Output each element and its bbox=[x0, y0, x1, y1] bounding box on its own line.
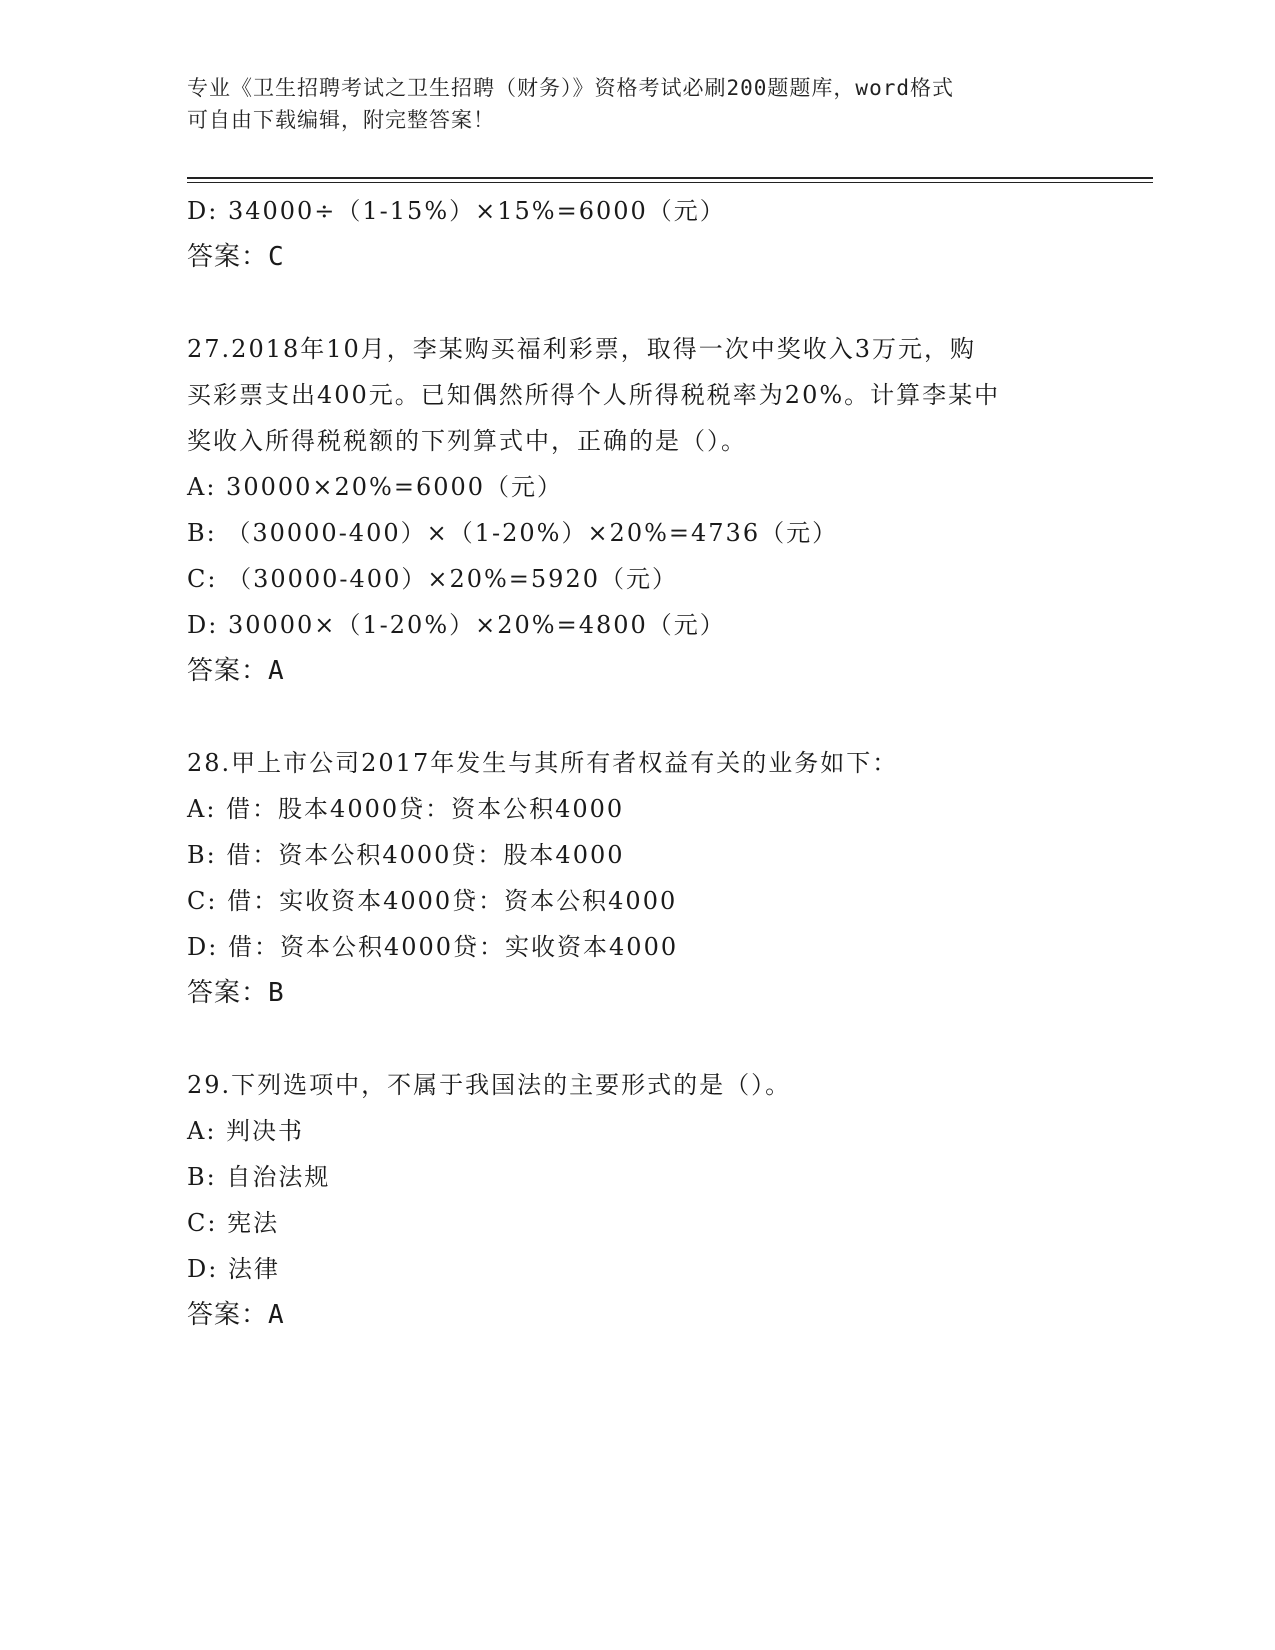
question-26 bbox=[187, 188, 1087, 280]
question-stem-line: 买彩票支出400元。已知偶然所得个人所得税税率为20%。计算李某中 bbox=[187, 381, 1001, 409]
document-header bbox=[187, 72, 1067, 136]
question-27 bbox=[187, 326, 1087, 694]
question-gap bbox=[187, 280, 1087, 326]
option-b: B: 自治法规 bbox=[187, 1163, 331, 1191]
question-gap bbox=[187, 694, 1087, 740]
question-gap bbox=[187, 1016, 1087, 1062]
question-stem-line: 28.甲上市公司2017年发生与其所有者权益有关的业务如下： bbox=[187, 749, 899, 777]
option-d: D: 借：资本公积4000贷：实收资本4000 bbox=[187, 933, 679, 961]
question-list bbox=[187, 188, 1087, 1338]
option-b: B: 借：资本公积4000贷：股本4000 bbox=[187, 841, 625, 869]
question-stem-line: 奖收入所得税税额的下列算式中，正确的是（）。 bbox=[187, 427, 747, 455]
option-d: D: 34000÷（1-15%）×15%=6000（元） bbox=[187, 197, 726, 225]
question-stem-line: 29.下列选项中，不属于我国法的主要形式的是（）。 bbox=[187, 1071, 792, 1099]
option-c: C: 宪法 bbox=[187, 1209, 280, 1237]
option-d: D: 30000×（1-20%）×20%=4800（元） bbox=[187, 611, 726, 639]
option-d: D: 法律 bbox=[187, 1255, 280, 1283]
answer-line: 答案：C bbox=[187, 242, 285, 272]
option-a: A: 30000×20%=6000（元） bbox=[187, 473, 564, 501]
header-line-2: 可自由下载编辑，附完整答案！ bbox=[187, 108, 495, 132]
answer-line: 答案：B bbox=[187, 978, 285, 1008]
option-b: B: （30000-400）×（1-20%）×20%=4736（元） bbox=[187, 519, 839, 547]
option-a: A: 判决书 bbox=[187, 1117, 305, 1145]
option-c: C: 借：实收资本4000贷：资本公积4000 bbox=[187, 887, 678, 915]
option-a: A: 借：股本4000贷：资本公积4000 bbox=[187, 795, 625, 823]
question-28 bbox=[187, 740, 1087, 1016]
option-c: C: （30000-400）×20%=5920（元） bbox=[187, 565, 678, 593]
header-line-1: 专业《卫生招聘考试之卫生招聘（财务）》资格考试必刷200题题库，word格式 bbox=[187, 76, 954, 100]
answer-line: 答案：A bbox=[187, 1300, 285, 1330]
question-29 bbox=[187, 1062, 1087, 1338]
header-divider-thick bbox=[187, 177, 1153, 179]
header-divider-thin bbox=[187, 182, 1153, 183]
answer-line: 答案：A bbox=[187, 656, 285, 686]
question-stem-line: 27.2018年10月，李某购买福利彩票，取得一次中奖收入3万元，购 bbox=[187, 335, 977, 363]
